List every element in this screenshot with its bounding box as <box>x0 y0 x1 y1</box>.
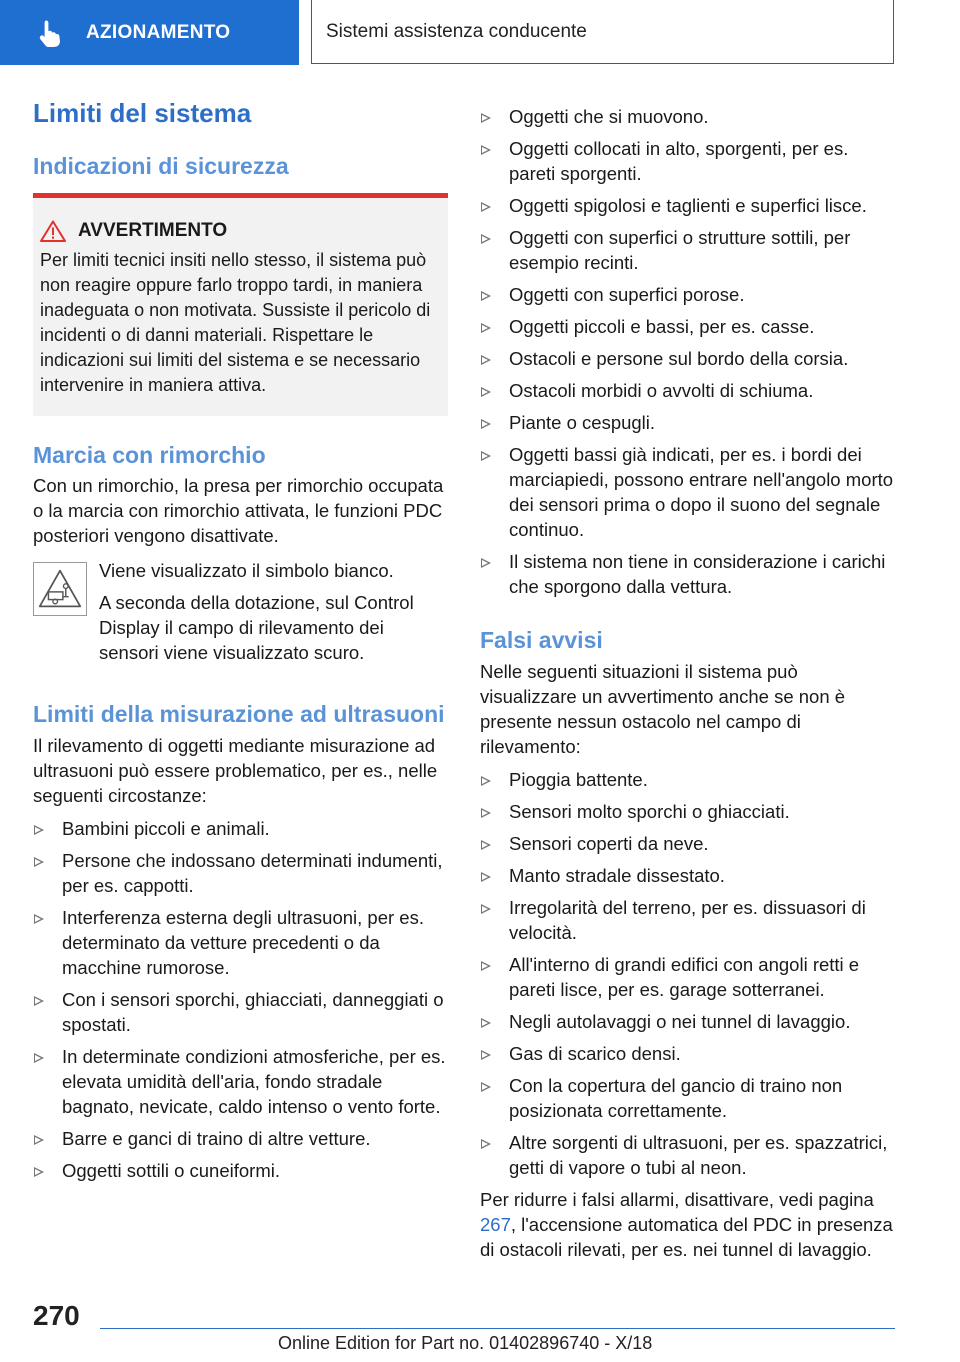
list-item: Gas di scarico densi. <box>480 1041 898 1066</box>
list-item: Oggetti piccoli e bassi, per es. casse. <box>480 314 898 339</box>
list-item: Sensori coperti da neve. <box>480 831 898 856</box>
warning-title-row <box>40 220 441 242</box>
list-item: Oggetti collocati in alto, sporgenti, per es. pareti sporgenti. <box>480 136 898 186</box>
chapter-header <box>311 0 894 64</box>
ultrasound-body: Il rilevamento di oggetti mediante misurazione ad ultrasuoni può essere problematico, per es., nelle seguenti circostanze: <box>33 734 438 806</box>
safety-heading: Indicazioni di sicurezza <box>33 153 289 180</box>
list-item: Persone che indossano determinati indumenti, per es. cappotti. <box>33 848 448 898</box>
trailer-body: Con un rimorchio, la presa per rimorchio occupata o la marcia con rimorchio attivata, le funzioni PDC posteriori vengono disattivate. <box>33 475 444 547</box>
list-item: Oggetti sottili o cuneiformi. <box>33 1158 448 1183</box>
list-item: Negli autolavaggi o nei tunnel di lavaggio. <box>480 1009 898 1034</box>
symbol-text-1: Viene visualizzato il simbolo bianco. <box>99 560 394 582</box>
warning-title: AVVERTIMENTO <box>78 219 228 241</box>
false-alarm-list <box>480 767 898 1180</box>
list-item: Bambini piccoli e animali. <box>33 816 448 841</box>
list-item: Manto stradale dissestato. <box>480 863 898 888</box>
trailer-warning-icon <box>33 562 87 616</box>
left-column <box>33 98 448 1190</box>
ultrasound-list <box>33 816 448 1183</box>
hand-pointer-icon <box>38 19 64 47</box>
list-item: Sensori molto sporchi o ghiacciati. <box>480 799 898 824</box>
page-number: 270 <box>33 1300 80 1331</box>
chapter-label: Sistemi assistenza conducente <box>326 20 587 42</box>
trailer-symbol-row <box>33 558 448 665</box>
page-title: Limiti del sistema <box>33 98 252 128</box>
symbol-text-2: A seconda della dotazione, sul Control Display il campo di rilevamento dei sensori viene visualizzato scuro. <box>99 592 414 664</box>
false-alarm-heading: Falsi avvisi <box>480 627 603 653</box>
list-item: Interferenza esterna degli ultrasuoni, per es. determinato da vetture precedenti o da macchine rumorose. <box>33 905 448 980</box>
false-alarm-body: Nelle seguenti situazioni il sistema può visualizzare un avvertimento anche se non è presente nessun ostacolo nel campo di rilevamento: <box>480 660 846 757</box>
list-item: Il sistema non tiene in considerazione i carichi che sporgono dalla vettura. <box>480 549 898 599</box>
ultrasound-heading: Limiti della misurazione ad ultrasuoni <box>33 701 445 728</box>
footer-divider <box>100 1328 895 1329</box>
list-item: Ostacoli e persone sul bordo della corsia. <box>480 346 898 371</box>
list-item: Piante o cespugli. <box>480 410 898 435</box>
warning-box <box>33 193 448 416</box>
list-item: Oggetti bassi già indicati, per es. i bordi dei marciapiedi, possono entrare nell'angolo morto dei sensori prima o dopo il suono del segnale continuo. <box>480 442 898 542</box>
trailer-heading: Marcia con rimorchio <box>33 441 266 468</box>
section-label: AZIONAMENTO <box>86 21 231 43</box>
edition-text: Online Edition for Part no. 01402896740 - X/18 <box>278 1333 653 1353</box>
list-item: Oggetti che si muovono. <box>480 104 898 129</box>
list-item: All'interno di grandi edifici con angoli retti e pareti lisce, per es. garage sotterranei. <box>480 952 898 1002</box>
list-item: Irregolarità del terreno, per es. dissuasori di velocità. <box>480 895 898 945</box>
list-item: Ostacoli morbidi o avvolti di schiuma. <box>480 378 898 403</box>
list-item: Con la copertura del gancio di traino non posizionata correttamente. <box>480 1073 898 1123</box>
warning-triangle-icon <box>40 220 66 242</box>
closing-paragraph: Per ridurre i falsi allarmi, disattivare, vedi pagina 267, l'accensione automatica del PDC in presenza di ostacoli rilevati, per es. nei tunnel di lavaggio. <box>480 1188 893 1260</box>
list-item: Oggetti spigolosi e taglienti e superfici lisce. <box>480 193 898 218</box>
page-link[interactable]: 267 <box>480 1213 511 1235</box>
section-tab[interactable] <box>0 0 299 65</box>
list-item: Con i sensori sporchi, ghiacciati, danneggiati o spostati. <box>33 987 448 1037</box>
list-item: Oggetti con superfici o strutture sottili, per esempio recinti. <box>480 225 898 275</box>
list-item: Barre e ganci di traino di altre vetture. <box>33 1126 448 1151</box>
objects-list <box>480 104 898 599</box>
warning-body: Per limiti tecnici insiti nello stesso, il sistema può non reagire oppure farlo troppo tardi, in maniera inadeguata o non motivata. Sussiste il pericolo di incidenti o di danni materiali. Rispettare le indicazioni sui limiti del sistema e se necessario intervenire in maniera attiva. <box>40 249 431 395</box>
list-item: Pioggia battente. <box>480 767 898 792</box>
list-item: Oggetti con superfici porose. <box>480 282 898 307</box>
list-item: In determinate condizioni atmosferiche, per es. elevata umidità dell'aria, fondo stradale bagnato, nevicate, caldo intenso o vento forte. <box>33 1044 448 1119</box>
list-item: Altre sorgenti di ultrasuoni, per es. spazzatrici, getti di vapore o tubi al neon. <box>480 1130 898 1180</box>
right-column <box>480 104 898 1262</box>
